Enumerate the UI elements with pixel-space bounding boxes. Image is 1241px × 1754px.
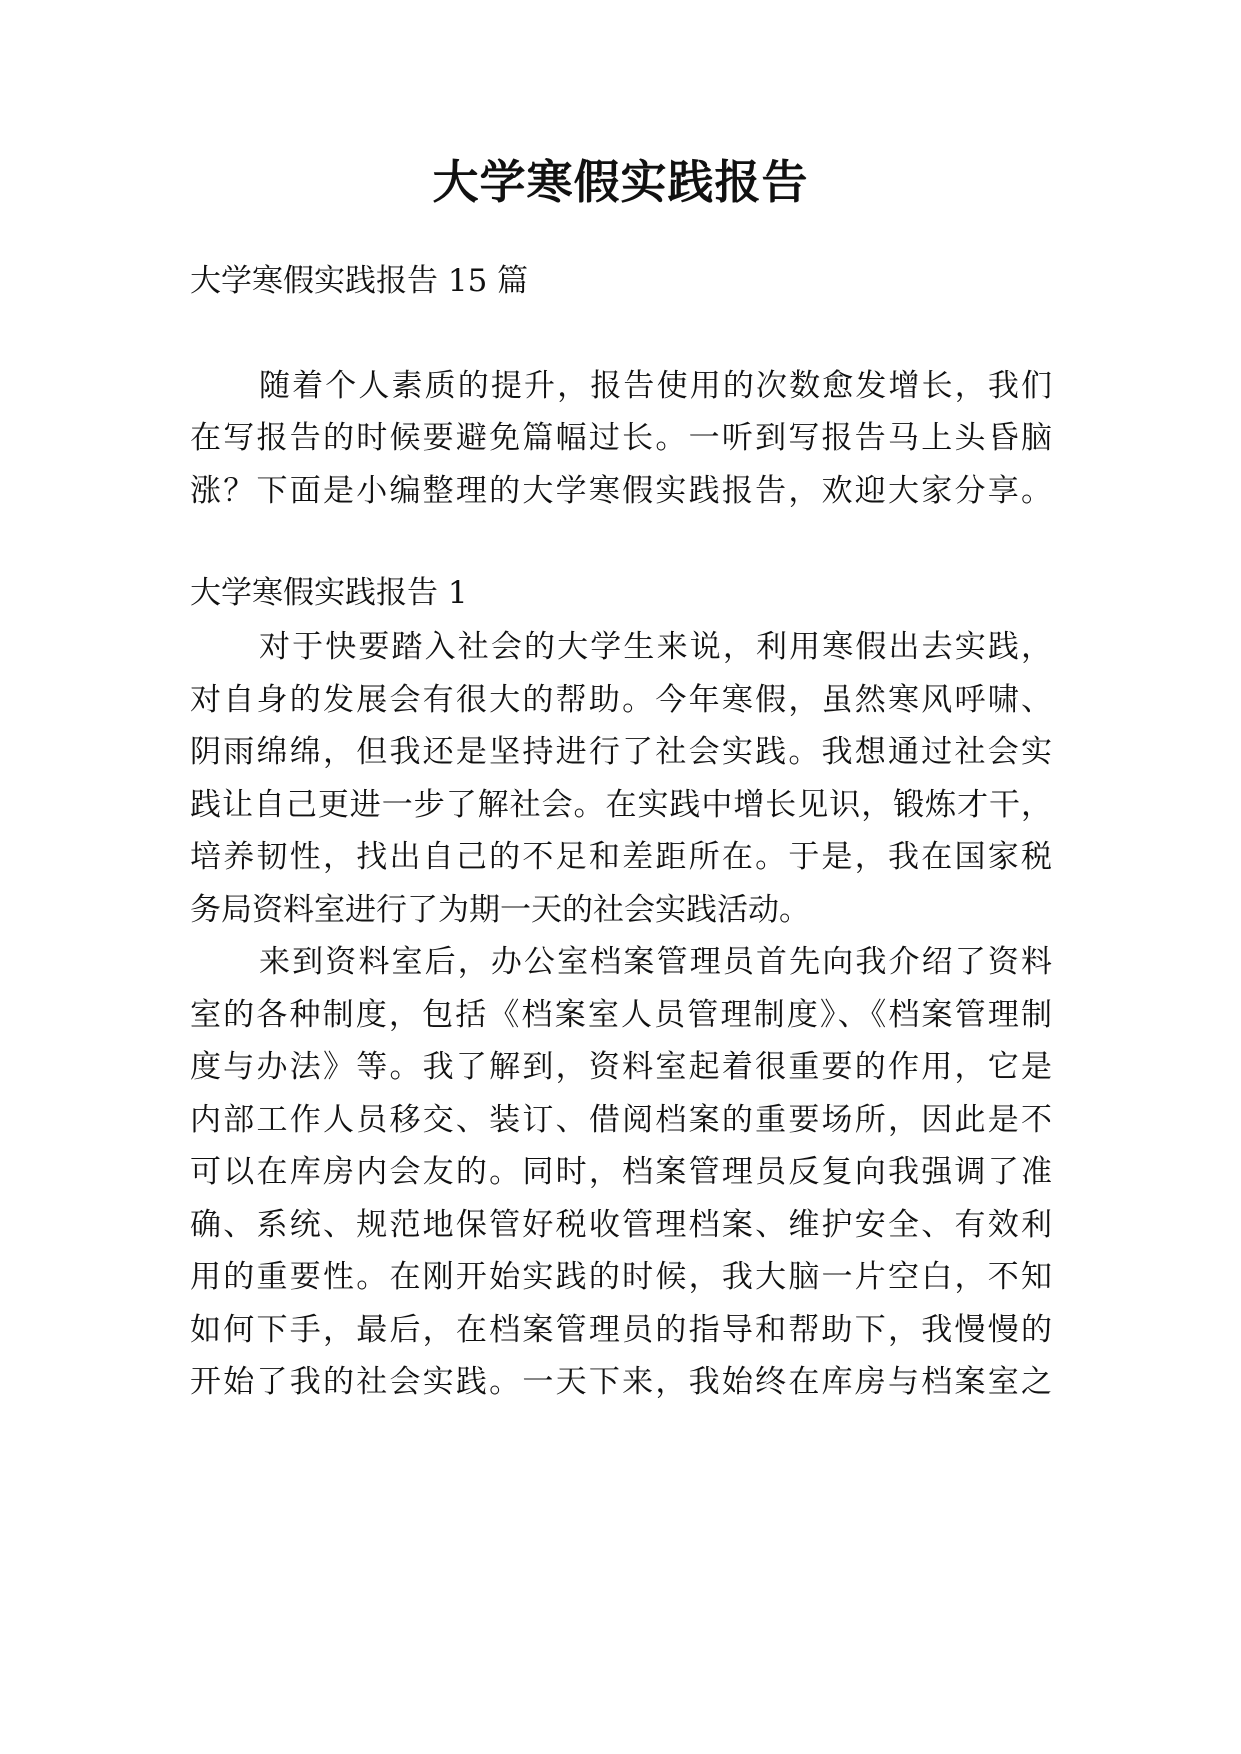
intro-line: 在写报告的时候要避免篇幅过长。一听到写报告马上头昏脑 xyxy=(190,420,1052,456)
paragraph-line: 内部工作人员移交、装订、借阅档案的重要场所，因此是不 xyxy=(190,1102,1052,1138)
paragraph-line: 用的重要性。在刚开始实践的时候，我大脑一片空白，不知 xyxy=(190,1259,1052,1295)
paragraph-line: 对于快要踏入社会的大学生来说，利用寒假出去实践， xyxy=(259,629,1052,665)
paragraph-line: 阴雨绵绵，但我还是坚持进行了社会实践。我想通过社会实 xyxy=(190,734,1052,770)
paragraph-line: 务局资料室进行了为期一天的社会实践活动。 xyxy=(190,892,810,928)
document-subtitle: 大学寒假实践报告 15 篇 xyxy=(190,263,529,299)
paragraph-line: 开始了我的社会实践。一天下来，我始终在库房与档案室之 xyxy=(190,1364,1052,1400)
section-heading: 大学寒假实践报告 1 xyxy=(190,575,468,611)
paragraph-line: 培养韧性，找出自己的不足和差距所在。于是，我在国家税 xyxy=(190,839,1052,875)
paragraph-line: 如何下手，最后，在档案管理员的指导和帮助下，我慢慢的 xyxy=(190,1312,1052,1348)
intro-line: 随着个人素质的提升，报告使用的次数愈发增长，我们 xyxy=(259,368,1052,404)
document-title: 大学寒假实践报告 xyxy=(432,155,809,209)
paragraph-line: 度与办法》等。我了解到，资料室起着很重要的作用，它是 xyxy=(190,1049,1052,1085)
paragraph-line: 室的各种制度，包括《档案室人员管理制度》、《档案管理制 xyxy=(190,997,1052,1033)
paragraph-line: 践让自己更进一步了解社会。在实践中增长见识，锻炼才干， xyxy=(190,787,1052,823)
intro-line: 涨？下面是小编整理的大学寒假实践报告，欢迎大家分享。 xyxy=(190,473,1052,509)
paragraph-line: 对自身的发展会有很大的帮助。今年寒假，虽然寒风呼啸、 xyxy=(190,682,1052,718)
paragraph-line: 确、系统、规范地保管好税收管理档案、维护安全、有效利 xyxy=(190,1207,1052,1243)
paragraph-line: 来到资料室后，办公室档案管理员首先向我介绍了资料 xyxy=(259,944,1052,980)
paragraph-line: 可以在库房内会友的。同时，档案管理员反复向我强调了准 xyxy=(190,1154,1052,1190)
